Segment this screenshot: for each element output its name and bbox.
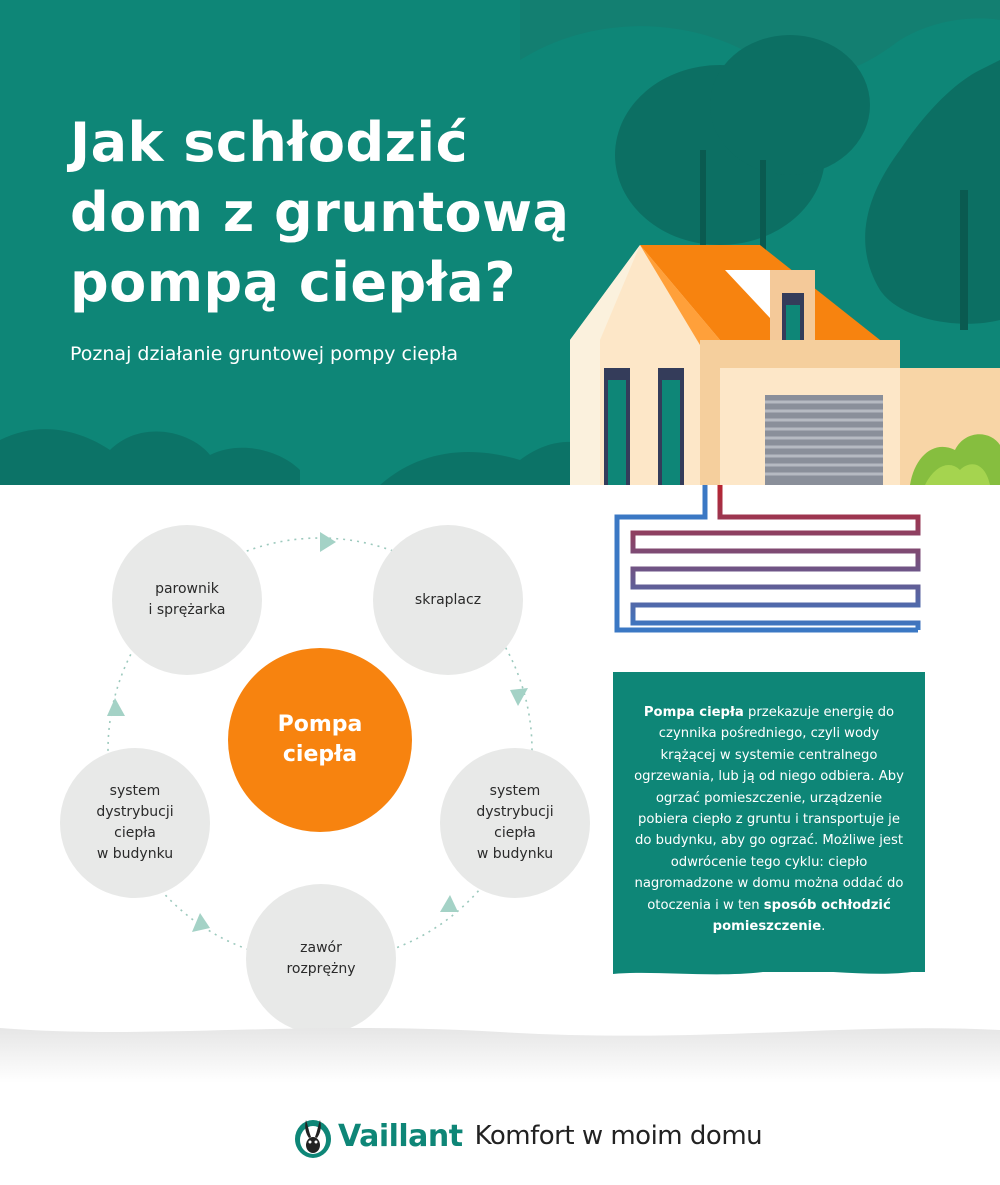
brand-name: Vaillant (338, 1118, 463, 1154)
center-heat-pump: Pompa ciepła (228, 648, 412, 832)
node-expansion-valve: zawór rozprężny (246, 884, 396, 1034)
node-evaporator-compressor: parownik i sprężarka (112, 525, 262, 675)
arrow-icon (107, 698, 125, 716)
node-distribution-right: system dystrybucji ciepła w budynku (440, 748, 590, 898)
arrow-icon (510, 688, 528, 706)
ground-loop-pipes (600, 485, 940, 635)
info-end: . (821, 919, 826, 935)
info-bold-end: sposób ochłodzić pomieszczenie (712, 897, 891, 935)
arrow-icon (320, 532, 336, 552)
node-distribution-left: system dystrybucji ciepła w budynku (60, 748, 210, 898)
title-line-2: dom z gruntową (70, 181, 570, 244)
info-body: przekazuje energię do czynnika pośredniego, czyli wody krążącej w systemie centralnego ogrzewania, lub ją od niego odbiera. Aby ogrzać pomieszczenie, urządzenie pobiera ciepło z gruntu i transportuje je do budynku, aby go ogrzać. Możliwe jest odwrócenie tego cyklu: ciepło nagromadzone w domu można oddać do otoczenia i w ten (634, 705, 904, 913)
heat-pump-cycle (40, 500, 600, 1040)
arrow-icon (440, 895, 458, 912)
hero-banner (0, 0, 1000, 485)
node-condenser: skraplacz (373, 525, 523, 675)
arrow-icon (192, 913, 210, 932)
info-text (630, 702, 908, 937)
page-subtitle: Poznaj działanie gruntowej pompy ciepła (70, 343, 459, 365)
title-line-1: Jak schłodzić (70, 111, 469, 174)
vaillant-logo (292, 1112, 762, 1160)
page-title (70, 108, 610, 318)
hare-emblem-icon (292, 1112, 334, 1160)
brand-tagline: Komfort w moim domu (474, 1121, 763, 1151)
title-line-3: pompą ciepła? (70, 251, 517, 314)
info-bold-start: Pompa ciepła (643, 705, 744, 720)
